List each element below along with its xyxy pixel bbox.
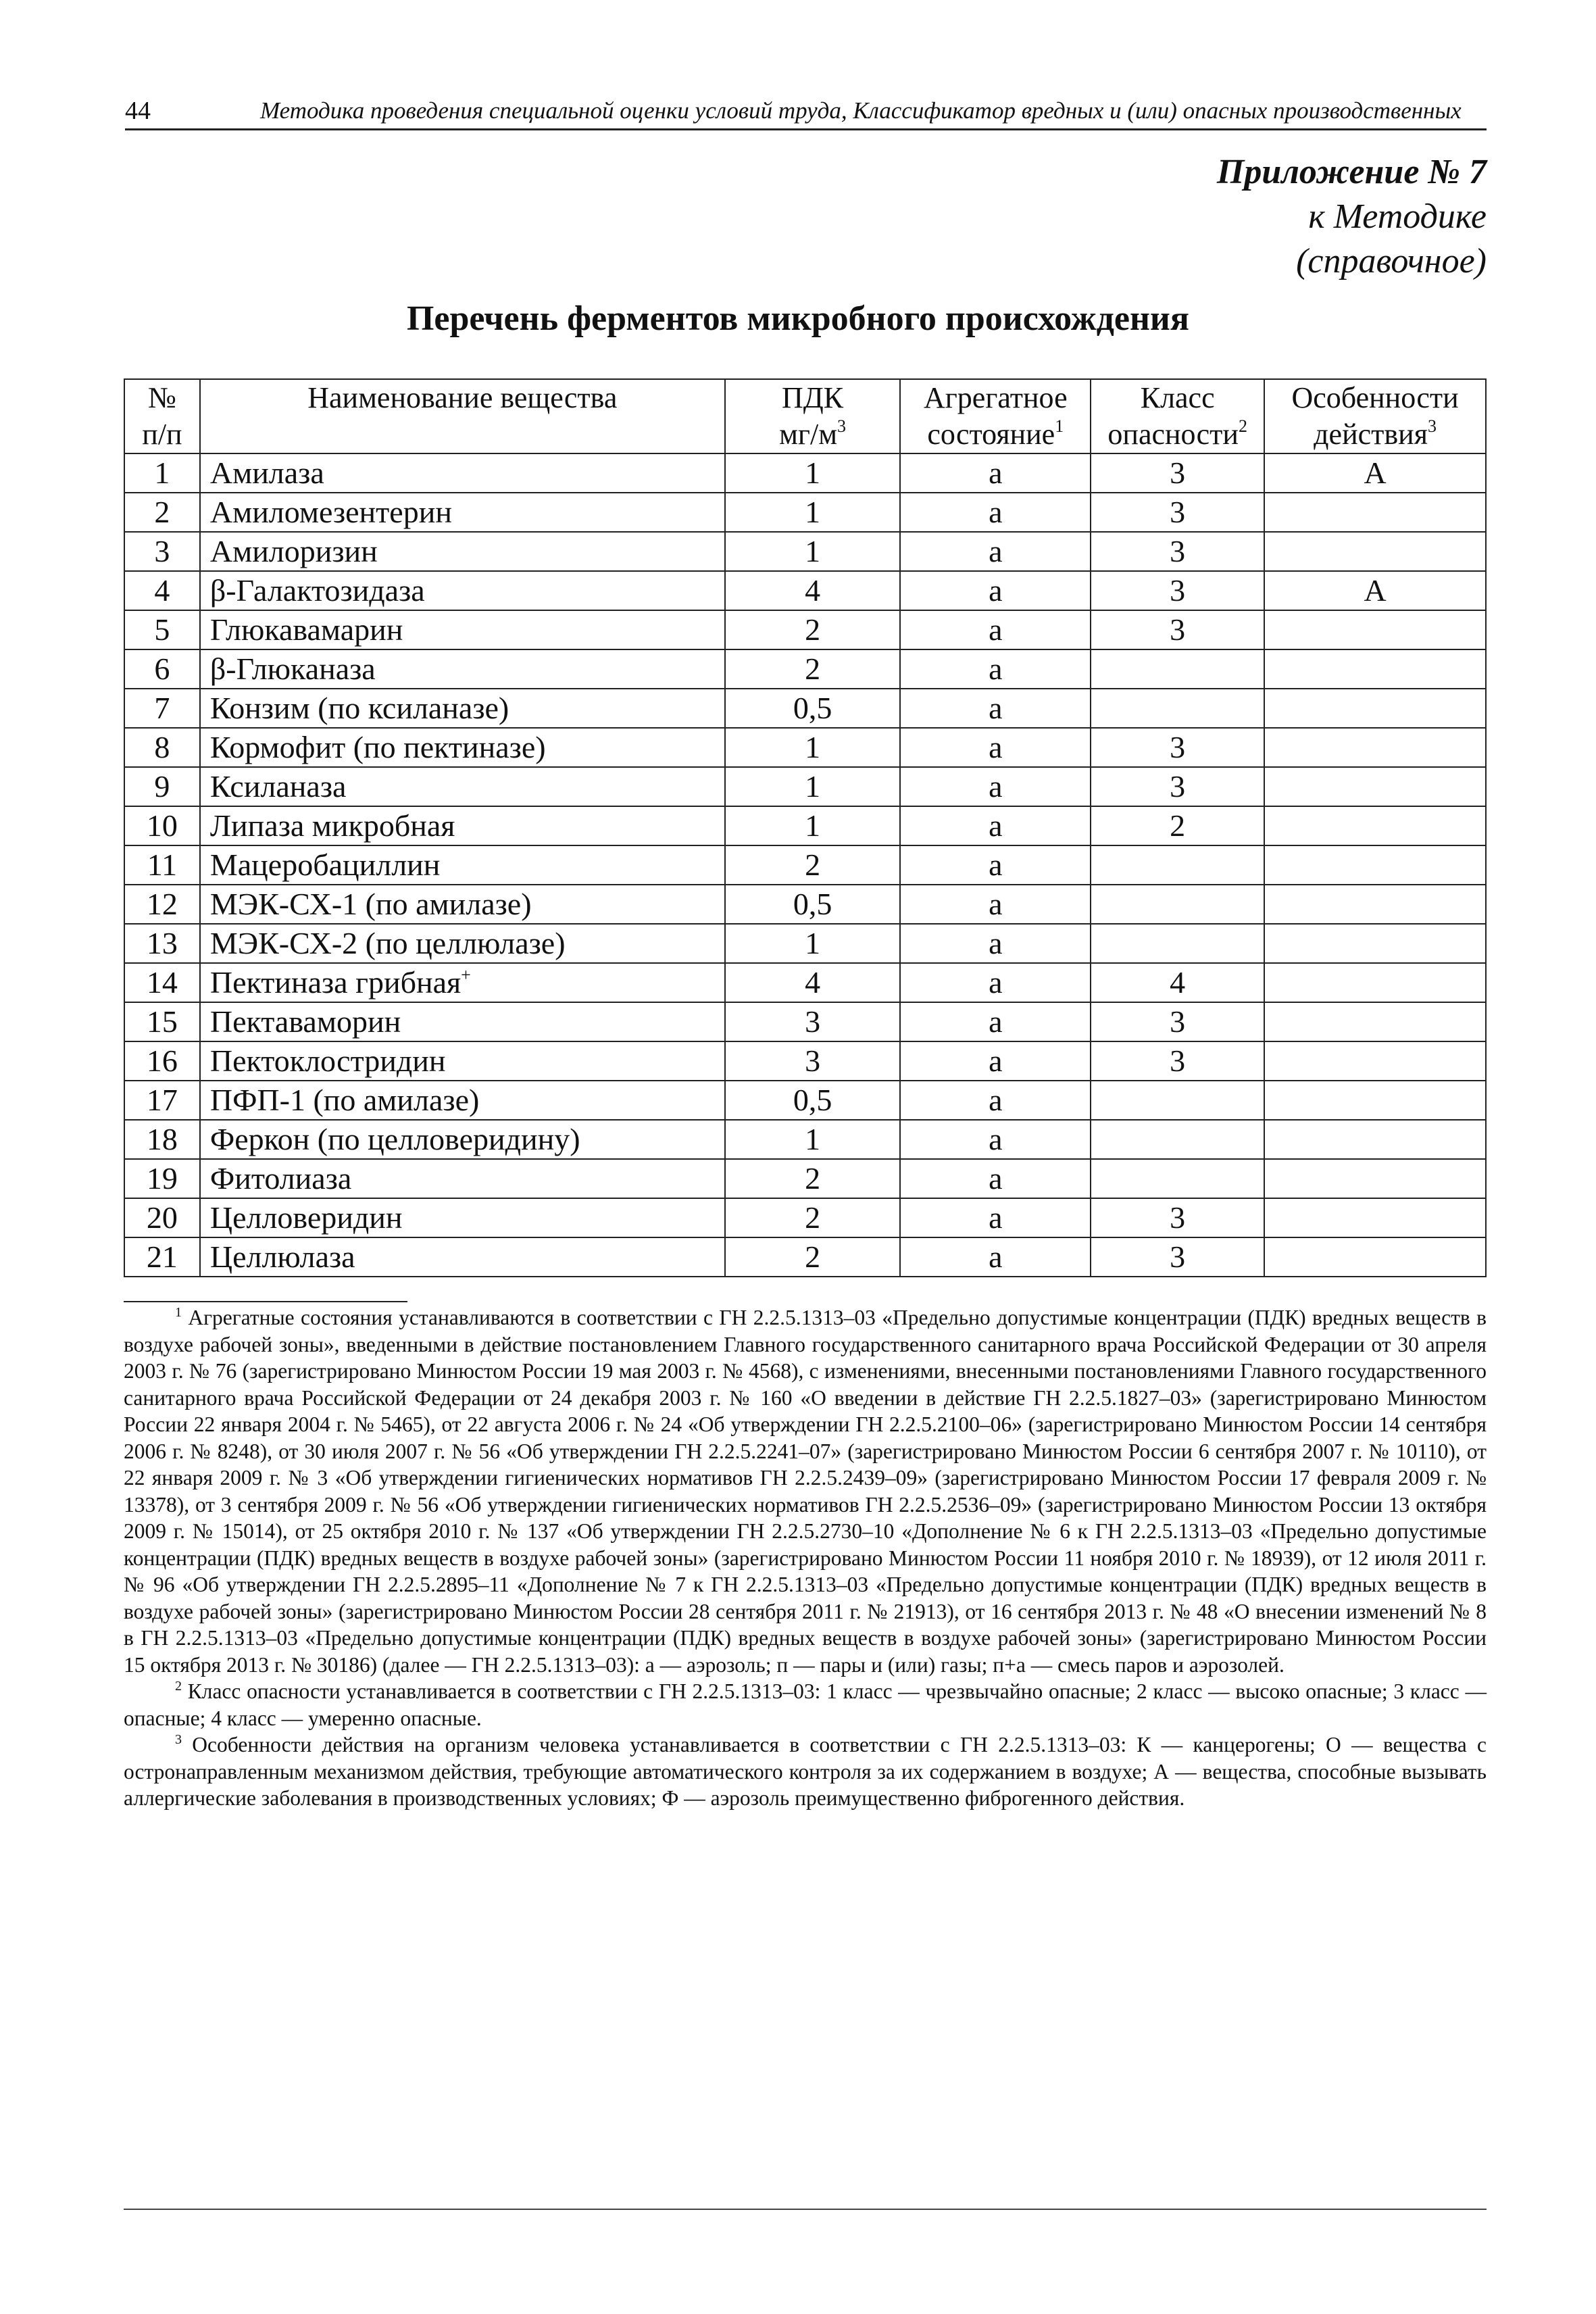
- aggregate-state: а: [900, 806, 1091, 845]
- table-row: [124, 453, 1486, 493]
- row-number: 18: [124, 1120, 200, 1159]
- enzymes-table: [124, 378, 1487, 1277]
- hazard-class: 3: [1091, 493, 1264, 532]
- substance-name: Пектоклостридин: [200, 1041, 725, 1081]
- hazard-class: [1091, 1120, 1264, 1159]
- footnote-2: $^2$ Класс опасности устанавливается в соответствии с ГН 2.2.5.1313–03: 1 класс — чрезвычайно опасные; 2 класс — высоко опасные; 3 класс — опасные; 4 класс — умеренно опасные.: [124, 1679, 1487, 1730]
- substance-name: Пектаваморин: [200, 1002, 725, 1041]
- appendix-reference: к Методике: [1308, 197, 1487, 236]
- hazard-class: 2: [1091, 806, 1264, 845]
- table-row: [124, 885, 1486, 924]
- aggregate-state: а: [900, 1081, 1091, 1120]
- pdk-value: 1: [725, 924, 901, 963]
- row-number: 11: [124, 845, 200, 885]
- pdk-value: 1: [725, 728, 901, 767]
- row-number: 2: [124, 493, 200, 532]
- hazard-class: 3: [1091, 532, 1264, 571]
- pdk-value: 2: [725, 1198, 901, 1237]
- aggregate-state: а: [900, 924, 1091, 963]
- table-row: [124, 689, 1486, 728]
- action-feature: [1264, 806, 1486, 845]
- pdk-value: 1: [725, 493, 901, 532]
- header-pdk: ПДК: [725, 379, 901, 416]
- aggregate-state: а: [900, 532, 1091, 571]
- substance-name: Амилоризин: [200, 532, 725, 571]
- action-feature: [1264, 1081, 1486, 1120]
- page-number: 44: [125, 97, 151, 125]
- substance-name: Пектиназа грибная+: [200, 963, 725, 1002]
- aggregate-state: а: [900, 767, 1091, 806]
- aggregate-state: а: [900, 963, 1091, 1002]
- footnotes: [124, 1304, 1487, 1812]
- hazard-class: 3: [1091, 1237, 1264, 1277]
- aggregate-state: а: [900, 1198, 1091, 1237]
- header-name: Наименование вещества: [200, 379, 725, 453]
- footnote-1: $^1$ Агрегатные состояния устанавливаются в соответствии с ГН 2.2.5.1313–03 «Предельно допустимые концентрации (ПДК) вредных веществ в воздухе рабочей зоны», введенными в действие постановлением Главного государственного санитарного врача Российской Федерации от 30 апреля 2003 г. № 76 (зарегистрировано Минюстом России 19 мая 2003 г. № 4568), с изменениями, внесенными постановлениями Главного государственного санитарного врача Российской Федерации от 24 декабря 2003 г. № 160 «О введении в действие ГН 2.2.5.1827–03» (зарегистрировано Минюстом России 22 января 2004 г. № 5465), от 22 августа 2006 г. № 24 «Об утверждении ГН 2.2.5.2100–06» (зарегистрировано Минюстом России 14 сентября 2006 г. № 8248), от 30 июля 2007 г. № 56 «Об утверждении ГН 2.2.5.2241–07» (зарегистрировано Минюстом России 6 сентября 2007 г. № 10110), от 22 января 2009 г. № 3 «Об утверждении гигиенических нормативов ГН 2.2.5.2439–09» (зарегистрировано Минюстом России 17 февраля 2009 г. № 13378), от 3 сентября 2009 г. № 56 «Об утверждении гигиенических нормативов ГН 2.2.5.2536–09» (зарегистрировано Минюстом России 13 октября 2009 г. № 15014), от 25 октября 2010 г. № 137 «Об утверждении ГН 2.2.5.2730–10 «Дополнение № 6 к ГН 2.2.5.1313–03 «Предельно допустимые концентрации (ПДК) вредных веществ в воздухе рабочей зоны» (зарегистрировано Минюстом России 11 ноября 2010 г. № 18939), от 12 июля 2011 г. № 96 «Об утверждении ГН 2.2.5.2895–11 «Дополнение № 7 к ГН 2.2.5.1313–03 «Предельно допустимые концентрации (ПДК) вредных веществ в воздухе рабочей зоны» (зарегистрировано Минюстом России 28 сентября 2011 г. № 21913), от 16 сентября 2013 г. № 48 «О внесении изменений № 8 в ГН 2.2.5.1313–03 «Предельно допустимые концентрации (ПДК) вредных веществ в воздухе рабочей зоны» (зарегистрировано Минюстом России 15 октября 2013 г. № 30186) (далее — ГН 2.2.5.1313–03): а — аэрозоль; п — пары и (или) газы; п+а — смесь паров и аэрозолей.: [124, 1305, 1487, 1677]
- row-number: 13: [124, 924, 200, 963]
- table-row: [124, 493, 1486, 532]
- hazard-class: [1091, 885, 1264, 924]
- pdk-value: 0,5: [725, 885, 901, 924]
- header-pdk-unit: $мг/м^3$: [725, 416, 901, 453]
- table-row: [124, 649, 1486, 689]
- table-header: [124, 379, 1486, 453]
- hazard-class: 3: [1091, 453, 1264, 493]
- table-row: [124, 728, 1486, 767]
- aggregate-state: а: [900, 649, 1091, 689]
- running-title: Методика проведения специальной оценки условий труда, Классификатор вредных и (или) опасных производственных: [260, 97, 1462, 124]
- substance-name: β-Глюканаза: [200, 649, 725, 689]
- hazard-class: 3: [1091, 571, 1264, 610]
- substance-name: Амиломезентерин: [200, 493, 725, 532]
- table-title: Перечень ферментов микробного происхождения: [406, 299, 1190, 338]
- footnote-3: $^3$ Особенности действия на организм человека устанавливается в соответствии с ГН 2.2.5.1313–03: К — канцерогены; О — вещества с остронаправленным механизмом действия, требующие автоматического контроля за их содержанием в воздухе; А — вещества, способные вызывать аллергические заболевания в производственных условиях; Ф — аэрозоль преимущественно фиброгенного действия.: [124, 1732, 1487, 1810]
- action-feature: [1264, 1041, 1486, 1081]
- action-feature: [1264, 728, 1486, 767]
- row-number: 16: [124, 1041, 200, 1081]
- pdk-value: 2: [725, 1237, 901, 1277]
- substance-name: ПФП-1 (по амилазе): [200, 1081, 725, 1120]
- pdk-value: 4: [725, 963, 901, 1002]
- hazard-class: 3: [1091, 1041, 1264, 1081]
- pdk-value: 4: [725, 571, 901, 610]
- row-number: 20: [124, 1198, 200, 1237]
- table-row: [124, 610, 1486, 649]
- hazard-class: 3: [1091, 767, 1264, 806]
- hazard-class: 3: [1091, 728, 1264, 767]
- substance-name: МЭК-СХ-2 (по целлюлазе): [200, 924, 725, 963]
- hazard-class: [1091, 845, 1264, 885]
- hazard-class: [1091, 689, 1264, 728]
- substance-name: Мацеробациллин: [200, 845, 725, 885]
- row-number: 15: [124, 1002, 200, 1041]
- row-number: 14: [124, 963, 200, 1002]
- pdk-value: 1: [725, 1120, 901, 1159]
- row-number: 6: [124, 649, 200, 689]
- substance-name: β-Галактозидаза: [200, 571, 725, 610]
- aggregate-state: а: [900, 728, 1091, 767]
- aggregate-state: а: [900, 571, 1091, 610]
- header-num: №: [124, 379, 200, 416]
- footnote-divider: [124, 1301, 407, 1302]
- pdk-value: 3: [725, 1002, 901, 1041]
- row-number: 12: [124, 885, 200, 924]
- header-features: Особенности: [1264, 379, 1486, 416]
- header-features-sub: действия$^3$: [1264, 416, 1486, 453]
- action-feature: [1264, 885, 1486, 924]
- aggregate-state: а: [900, 689, 1091, 728]
- table-row: [124, 1041, 1486, 1081]
- substance-name: Кормофит (по пектиназе): [200, 728, 725, 767]
- header-class: Класс: [1091, 379, 1264, 416]
- action-feature: [1264, 689, 1486, 728]
- aggregate-state: а: [900, 493, 1091, 532]
- aggregate-state: а: [900, 885, 1091, 924]
- table-body: [124, 453, 1486, 1277]
- hazard-class: [1091, 1081, 1264, 1120]
- row-number: 5: [124, 610, 200, 649]
- action-feature: [1264, 1002, 1486, 1041]
- table-row: [124, 532, 1486, 571]
- aggregate-state: а: [900, 1237, 1091, 1277]
- aggregate-state: а: [900, 610, 1091, 649]
- action-feature: [1264, 767, 1486, 806]
- row-number: 3: [124, 532, 200, 571]
- pdk-value: 3: [725, 1041, 901, 1081]
- table-row: [124, 767, 1486, 806]
- appendix-type: (справочное): [1296, 242, 1487, 280]
- pdk-value: 2: [725, 649, 901, 689]
- substance-name: МЭК-СХ-1 (по амилазе): [200, 885, 725, 924]
- row-number: 17: [124, 1081, 200, 1120]
- action-feature: [1264, 1120, 1486, 1159]
- table-row: [124, 1002, 1486, 1041]
- header-num-sub: п/п: [124, 416, 200, 453]
- row-number: 1: [124, 453, 200, 493]
- action-feature: А: [1264, 453, 1486, 493]
- pdk-value: 1: [725, 767, 901, 806]
- substance-name: Амилаза: [200, 453, 725, 493]
- action-feature: [1264, 963, 1486, 1002]
- table-row: [124, 924, 1486, 963]
- substance-name: Ксиланаза: [200, 767, 725, 806]
- page-bottom-rule: [124, 2209, 1487, 2210]
- header-state: Агрегатное: [900, 379, 1091, 416]
- aggregate-state: а: [900, 845, 1091, 885]
- action-feature: [1264, 610, 1486, 649]
- hazard-class: 3: [1091, 1002, 1264, 1041]
- substance-name: Целловеридин: [200, 1198, 725, 1237]
- row-number: 9: [124, 767, 200, 806]
- table-row: [124, 806, 1486, 845]
- table-row: [124, 1198, 1486, 1237]
- pdk-value: 1: [725, 453, 901, 493]
- substance-name: Липаза микробная: [200, 806, 725, 845]
- action-feature: [1264, 924, 1486, 963]
- pdk-value: 2: [725, 610, 901, 649]
- pdk-value: 1: [725, 806, 901, 845]
- appendix-label: [1217, 150, 1487, 284]
- hazard-class: 3: [1091, 1198, 1264, 1237]
- substance-name: Глюкавамарин: [200, 610, 725, 649]
- aggregate-state: а: [900, 1002, 1091, 1041]
- action-feature: [1264, 845, 1486, 885]
- action-feature: [1264, 1159, 1486, 1198]
- substance-name: Конзим (по ксиланазе): [200, 689, 725, 728]
- substance-name: Целлюлаза: [200, 1237, 725, 1277]
- hazard-class: [1091, 649, 1264, 689]
- pdk-value: 0,5: [725, 689, 901, 728]
- action-feature: [1264, 1198, 1486, 1237]
- action-feature: [1264, 1237, 1486, 1277]
- table-row: [124, 1159, 1486, 1198]
- row-number: 7: [124, 689, 200, 728]
- pdk-value: 2: [725, 1159, 901, 1198]
- aggregate-state: а: [900, 1159, 1091, 1198]
- appendix-number: Приложение № 7: [1216, 153, 1487, 191]
- action-feature: [1264, 532, 1486, 571]
- row-number: 4: [124, 571, 200, 610]
- substance-name: Феркон (по целловеридину): [200, 1120, 725, 1159]
- pdk-value: 0,5: [725, 1081, 901, 1120]
- row-number: 21: [124, 1237, 200, 1277]
- table-row: [124, 571, 1486, 610]
- hazard-class: [1091, 1159, 1264, 1198]
- header-class-sub: опасности$^2$: [1091, 416, 1264, 453]
- hazard-class: 4: [1091, 963, 1264, 1002]
- table-row: [124, 1237, 1486, 1277]
- substance-name: Фитолиаза: [200, 1159, 725, 1198]
- table-row: [124, 963, 1486, 1002]
- pdk-value: 1: [725, 532, 901, 571]
- action-feature: [1264, 493, 1486, 532]
- table-row: [124, 845, 1486, 885]
- hazard-class: 3: [1091, 610, 1264, 649]
- action-feature: [1264, 649, 1486, 689]
- aggregate-state: а: [900, 1041, 1091, 1081]
- table-row: [124, 1081, 1486, 1120]
- header-state-sub: состояние$^1$: [900, 416, 1091, 453]
- hazard-class: [1091, 924, 1264, 963]
- row-number: 19: [124, 1159, 200, 1198]
- table-row: [124, 1120, 1486, 1159]
- row-number: 8: [124, 728, 200, 767]
- action-feature: А: [1264, 571, 1486, 610]
- aggregate-state: а: [900, 1120, 1091, 1159]
- pdk-value: 2: [725, 845, 901, 885]
- aggregate-state: а: [900, 453, 1091, 493]
- row-number: 10: [124, 806, 200, 845]
- page-header: [125, 96, 1487, 130]
